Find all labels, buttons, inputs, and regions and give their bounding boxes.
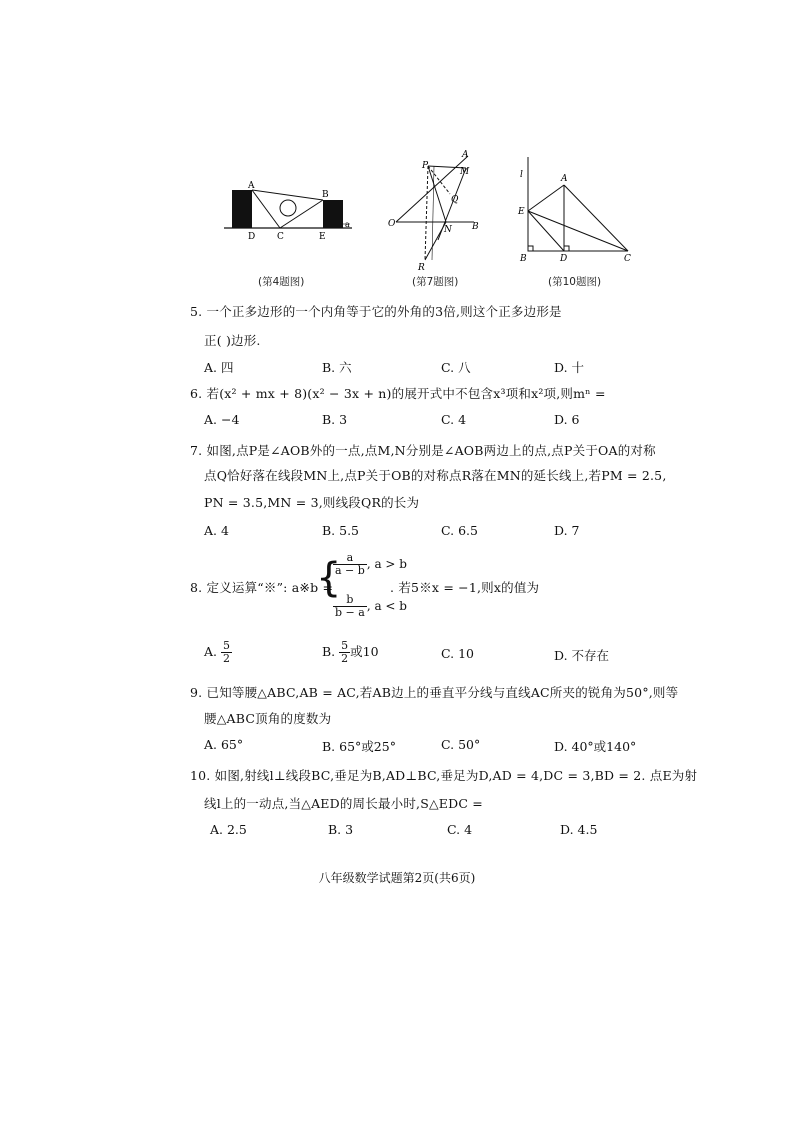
label-Q: Q <box>451 195 459 205</box>
q10-option-d[interactable]: D. 4.5 <box>560 822 598 837</box>
q9-option-c[interactable]: C. 50° <box>441 737 481 752</box>
q6-option-d[interactable]: D. 6 <box>554 412 580 427</box>
q8-option-b-label: B. <box>322 644 336 659</box>
q6-option-c[interactable]: C. 4 <box>441 412 467 427</box>
q7-line2: 点Q恰好落在线段MN上,点P关于OB的对称点R落在MN的延长线上,若PM = 2.5, <box>204 468 667 483</box>
q5-option-c[interactable]: C. 八 <box>441 360 471 375</box>
q8-option-b-suffix: 或10 <box>350 644 379 659</box>
left-wall <box>232 190 252 228</box>
label-A10: A <box>561 174 568 184</box>
label-B7: B <box>472 222 479 232</box>
label-a: a <box>345 220 350 229</box>
label-R: R <box>418 263 425 272</box>
label-C10: C <box>624 254 631 264</box>
q7-option-c[interactable]: C. 6.5 <box>441 523 478 538</box>
q9-line1: 9. 已知等腰△ABC,AB = AC,若AB边上的垂直平分线与直线AC所夹的锐角为50°,则等 <box>190 685 679 700</box>
label-B10: B <box>520 254 527 264</box>
q8-case2-num: b <box>333 594 367 607</box>
q8-option-b-den: 2 <box>341 652 349 665</box>
figure-4 <box>222 178 362 240</box>
q8-prefix: 8. 定义运算“※”: a※b = <box>190 580 334 595</box>
label-P: P <box>422 161 429 171</box>
label-B: B <box>322 190 329 200</box>
q9-option-d[interactable]: D. 40°或140° <box>554 739 637 754</box>
figure-7 <box>388 150 488 272</box>
q9-option-a[interactable]: A. 65° <box>204 737 244 752</box>
q6-line1: 6. 若(x² + mx + 8)(x² − 3x + n)的展开式中不包含x³项和x²项,则mⁿ = <box>190 386 606 401</box>
q6-option-a[interactable]: A. −4 <box>204 412 240 427</box>
label-l: l <box>520 170 523 180</box>
q10-line2: 线l上的一动点,当△AED的周长最小时,S△EDC = <box>204 796 483 811</box>
label-M: M <box>460 167 470 177</box>
figure-10 <box>516 155 638 265</box>
q9-option-b[interactable]: B. 65°或25° <box>322 739 396 754</box>
q8-case2-den: b − a <box>335 606 365 619</box>
label-D10: D <box>560 254 568 264</box>
q8-case1-num: a <box>333 552 367 565</box>
label-D: D <box>248 232 256 240</box>
q8-suffix: . 若5※x = −1,则x的值为 <box>390 580 540 595</box>
q8-option-c[interactable]: C. 10 <box>441 646 474 661</box>
label-C: C <box>277 232 284 240</box>
q8-option-b[interactable] <box>322 640 379 665</box>
q5-option-d[interactable]: D. 十 <box>554 360 585 375</box>
right-wall <box>323 200 343 228</box>
q10-option-a[interactable]: A. 2.5 <box>210 822 247 837</box>
q7-line3: PN = 3.5,MN = 3,则线段QR的长为 <box>204 495 420 510</box>
q8-case2-cond: , a < b <box>366 599 407 613</box>
q8-option-a-num: 5 <box>223 639 230 652</box>
q7-option-a[interactable]: A. 4 <box>204 523 229 538</box>
q8-case1-cond: , a > b <box>366 557 407 571</box>
q8-case2 <box>333 594 407 619</box>
q10-option-b[interactable]: B. 3 <box>328 822 354 837</box>
page-footer: 八年级数学试题第2页(共6页) <box>318 871 476 885</box>
label-A7: A <box>462 150 469 160</box>
q10-line1: 10. 如图,射线l⊥线段BC,垂足为B,AD⊥BC,垂足为D,AD = 4,DC = 3,BD = 2. 点E为射 <box>190 768 698 783</box>
q8-option-a-label: A. <box>204 644 218 659</box>
q5-line2: 正( )边形. <box>204 333 261 348</box>
q8-case1 <box>333 552 407 577</box>
q10-option-c[interactable]: C. 4 <box>447 822 473 837</box>
q9-line2: 腰△ABC顶角的度数为 <box>204 711 332 726</box>
q8-option-b-num: 5 <box>341 639 349 652</box>
circle-mark <box>280 200 296 216</box>
label-E: E <box>319 232 326 240</box>
q7-line1: 7. 如图,点P是∠AOB外的一点,点M,N分别是∠AOB两边上的点,点P关于OA的对称 <box>190 443 656 458</box>
q6-option-b[interactable]: B. 3 <box>322 412 348 427</box>
q5-option-b[interactable]: B. 六 <box>322 360 352 375</box>
q7-option-d[interactable]: D. 7 <box>554 523 580 538</box>
q8-option-d[interactable]: D. 不存在 <box>554 648 610 663</box>
label-A: A <box>248 181 255 191</box>
q5-option-a[interactable]: A. 四 <box>204 360 234 375</box>
label-O: O <box>388 219 396 229</box>
caption-fig10: (第10题图) <box>548 276 602 288</box>
q8-brace: { <box>316 555 342 601</box>
q7-option-b[interactable]: B. 5.5 <box>322 523 360 538</box>
label-E10: E <box>518 207 525 217</box>
label-N: N <box>444 225 452 235</box>
caption-fig4: (第4题图) <box>258 276 305 288</box>
q8-option-a[interactable] <box>204 640 232 665</box>
q8-option-a-den: 2 <box>223 652 230 665</box>
caption-fig7: (第7题图) <box>412 276 459 288</box>
q8-case1-den: a − b <box>335 564 365 577</box>
q5-line1: 5. 一个正多边形的一个内角等于它的外角的3倍,则这个正多边形是 <box>190 304 562 319</box>
